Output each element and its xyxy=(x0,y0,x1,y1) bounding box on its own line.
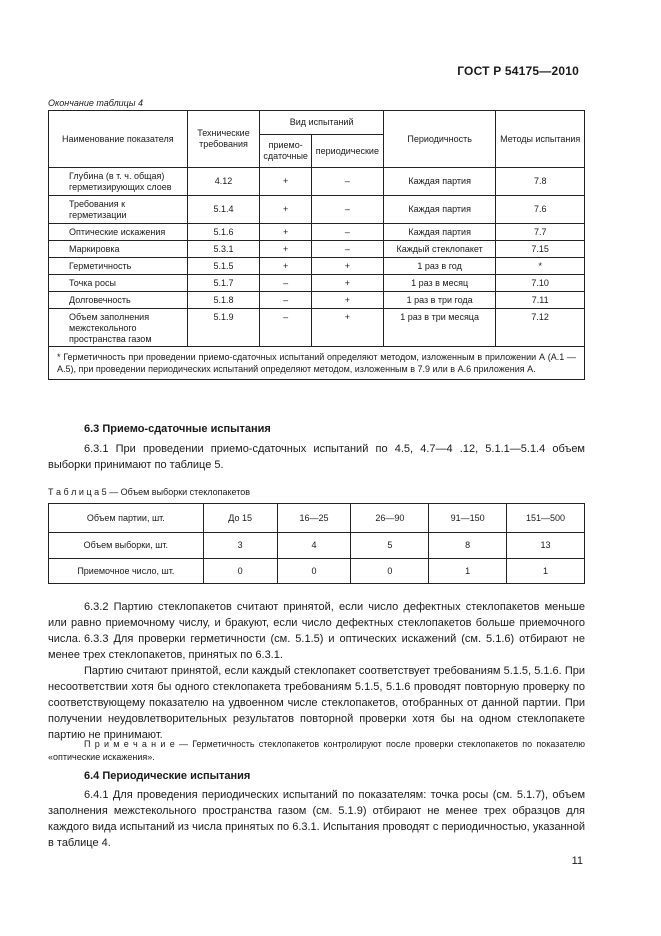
row-periodic: – xyxy=(311,224,383,241)
row-frequency: 1 раз в три года xyxy=(383,292,496,309)
cell: 16—25 xyxy=(277,504,351,533)
row-acceptance: + xyxy=(260,258,312,275)
cell: 91—150 xyxy=(429,504,507,533)
row-frequency: 1 раз в месяц xyxy=(383,275,496,292)
row-tech: 5.1.6 xyxy=(187,224,260,241)
note-prefix: П р и м е ч а н и е xyxy=(84,739,175,749)
document-number: ГОСТ Р 54175—2010 xyxy=(457,64,579,78)
row-periodic: – xyxy=(311,241,383,258)
cell: 151—500 xyxy=(507,504,585,533)
table-row xyxy=(49,258,585,275)
table-row xyxy=(49,504,585,533)
row-frequency: Каждая партия xyxy=(383,224,496,241)
row-method: 7.8 xyxy=(496,168,585,196)
row-acceptance: – xyxy=(260,275,312,292)
row-method: 7.11 xyxy=(496,292,585,309)
row-label: Приемочное число, шт. xyxy=(49,559,204,584)
row-name: Оптические искажения xyxy=(49,224,188,241)
row-periodic: + xyxy=(311,275,383,292)
paragraph-6-3-3-continued: Партию считают принятой, если каждый стеклопакет соответствует требованиям 5.1.5, 5.1.6. При несоответствии хотя бы одного стеклопакета требованиям 5.1.5, 5.1.6 проводят повторную проверку по соответствующему показателю на удвоенном числе стеклопакетов, отобранных от данной партии. При получении неудовлетворительных результатов повторной проверки хотя бы на одном стеклопакете партию не принимают. xyxy=(48,665,585,741)
row-tech: 5.1.9 xyxy=(187,309,260,347)
row-method: 7.10 xyxy=(496,275,585,292)
table-row xyxy=(49,168,585,196)
row-name: Объем заполнения межстекольного пространства газом xyxy=(49,309,188,347)
row-acceptance: – xyxy=(260,292,312,309)
cell: 1 xyxy=(429,559,507,584)
row-name: Герметичность xyxy=(49,258,188,275)
row-method: 7.7 xyxy=(496,224,585,241)
row-frequency: Каждая партия xyxy=(383,196,496,224)
row-method: 7.6 xyxy=(496,196,585,224)
cell: 0 xyxy=(351,559,429,584)
cell: 0 xyxy=(277,559,351,584)
table-row xyxy=(49,533,585,559)
table-row xyxy=(49,559,585,584)
row-name: Маркировка xyxy=(49,241,188,258)
cell: 5 xyxy=(351,533,429,559)
page-number: 11 xyxy=(571,855,583,867)
table5-caption-text: — Объем выборки стеклопакетов xyxy=(109,487,251,497)
table4-caption: Окончание таблицы 4 xyxy=(48,98,143,108)
table-row xyxy=(49,309,585,347)
row-method: * xyxy=(496,258,585,275)
paragraph-6-3-2: 6.3.2 Партию стеклопакетов считают принятой, если число дефектных стеклопакетов меньше или равно приемочному числу, и бракуют, если число дефектных стеклопакетов больше приемочного числа. xyxy=(48,601,585,645)
row-acceptance: – xyxy=(260,309,312,347)
paragraph-6-3-1: 6.3.1 При проведении приемо-сдаточных испытаний по 4.5, 4.7—4 .12, 5.1.1—5.1.4 объем выборки принимают по таблице 5. xyxy=(48,443,585,471)
cell: 26—90 xyxy=(351,504,429,533)
cell: 4 xyxy=(277,533,351,559)
row-name: Требования к герметизации xyxy=(49,196,188,224)
row-tech: 5.1.8 xyxy=(187,292,260,309)
row-acceptance: + xyxy=(260,224,312,241)
col-header-test-type: Вид испытаний xyxy=(260,111,383,135)
col-header-name: Наименование показателя xyxy=(49,111,188,168)
row-name: Глубина (в т. ч. общая) герметизирующих слоев xyxy=(49,168,188,196)
col-header-periodic: периодические xyxy=(311,135,383,168)
row-periodic: – xyxy=(311,196,383,224)
col-header-frequency: Периодичность xyxy=(383,111,496,168)
row-tech: 5.1.7 xyxy=(187,275,260,292)
note xyxy=(48,738,585,764)
row-periodic: + xyxy=(311,258,383,275)
cell: 3 xyxy=(203,533,277,559)
table5-caption-prefix: Т а б л и ц а 5 xyxy=(48,487,107,497)
row-periodic: + xyxy=(311,309,383,347)
row-tech: 4.12 xyxy=(187,168,260,196)
row-acceptance: + xyxy=(260,196,312,224)
row-name: Точка росы xyxy=(49,275,188,292)
row-periodic: + xyxy=(311,292,383,309)
row-tech: 5.1.4 xyxy=(187,196,260,224)
table5-caption xyxy=(48,487,250,497)
table-row xyxy=(49,275,585,292)
row-label: Объем выборки, шт. xyxy=(49,533,204,559)
table4-footnote: * Герметичность при проведении приемо-сдаточных испытаний определяют методом, изложенным в приложении А (А.1 — А.5), при проведении периодических испытаний определяют методом, изложенным в 7.9 или в А.6 приложения А. xyxy=(49,347,585,380)
paragraph-6-4-1: 6.4.1 Для проведения периодических испытаний по показателям: точка росы (см. 5.1.7), объем заполнения межстекольного пространства газом (см. 5.1.9) отбирают не менее трех образцов для каждого вида испытаний из числа принятых по 6.3.1. Испытания проводят с периодичностью, указанной в таблице 4. xyxy=(48,789,585,849)
row-acceptance: + xyxy=(260,241,312,258)
row-label: Объем партии, шт. xyxy=(49,504,204,533)
col-header-tech: Технические требования xyxy=(187,111,260,168)
cell: 0 xyxy=(203,559,277,584)
table-4 xyxy=(48,110,585,380)
row-frequency: Каждый стеклопакет xyxy=(383,241,496,258)
row-method: 7.15 xyxy=(496,241,585,258)
row-frequency: 1 раз в три месяца xyxy=(383,309,496,347)
row-periodic: – xyxy=(311,168,383,196)
table-row xyxy=(49,241,585,258)
col-header-methods: Методы испытания xyxy=(496,111,585,168)
cell: 1 xyxy=(507,559,585,584)
row-name: Долговечность xyxy=(49,292,188,309)
row-acceptance: + xyxy=(260,168,312,196)
paragraph-6-3-3: 6.3.3 Для проверки герметичности (см. 5.1.5) и оптических искажений (см. 5.1.6) отбирают не менее трех стеклопакетов, принятых по 6.3.1. xyxy=(48,633,585,661)
col-header-acceptance: приемо-сдаточные xyxy=(260,135,312,168)
row-frequency: 1 раз в год xyxy=(383,258,496,275)
row-method: 7.12 xyxy=(496,309,585,347)
cell: До 15 xyxy=(203,504,277,533)
section-6-3-title: 6.3 Приемо-сдаточные испытания xyxy=(84,423,271,435)
table-row xyxy=(49,196,585,224)
cell: 13 xyxy=(507,533,585,559)
row-frequency: Каждая партия xyxy=(383,168,496,196)
row-tech: 5.1.5 xyxy=(187,258,260,275)
note-text: — Герметичность стеклопакетов контролируют после проверки стеклопакетов по показателю «оптические искажения». xyxy=(48,739,585,762)
section-6-4-title: 6.4 Периодические испытания xyxy=(84,770,251,782)
table-5 xyxy=(48,503,585,584)
table-row xyxy=(49,292,585,309)
cell: 8 xyxy=(429,533,507,559)
table-row xyxy=(49,224,585,241)
row-tech: 5.3.1 xyxy=(187,241,260,258)
